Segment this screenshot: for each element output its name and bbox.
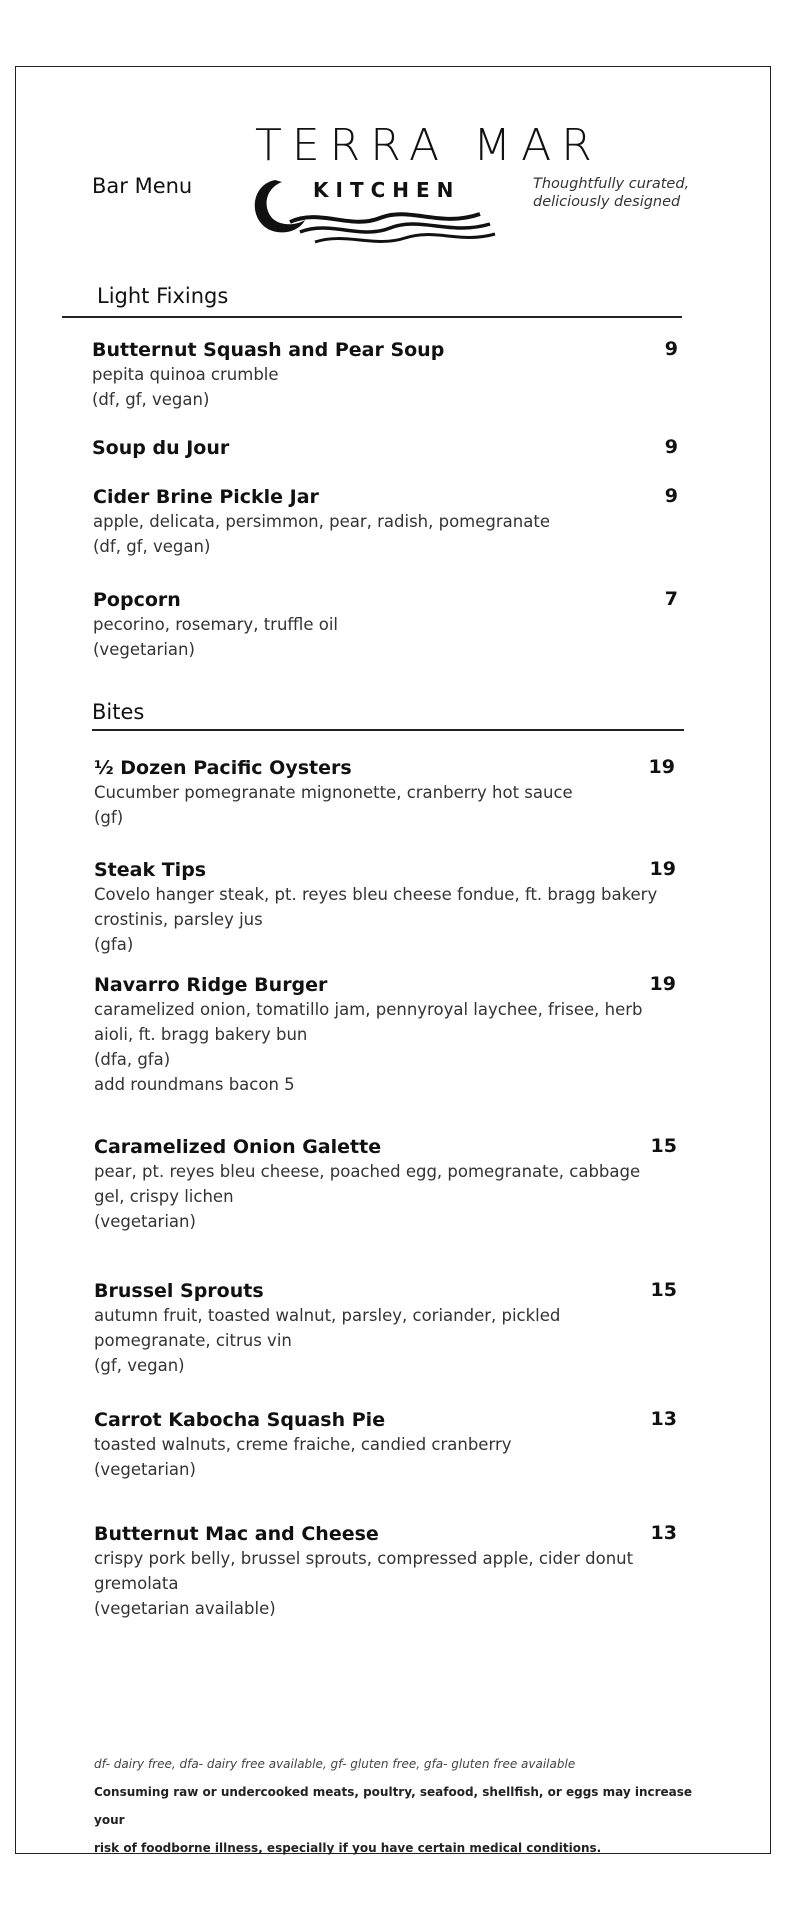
- menu-item: [93, 485, 693, 559]
- item-description: caramelized onion, tomatillo jam, pennyroyal laychee, frisee, herb: [94, 1000, 643, 1019]
- item-price: 15: [650, 1135, 677, 1157]
- item-name: Cider Brine Pickle Jar: [93, 486, 319, 508]
- section-title-light-fixings: Light Fixings: [97, 284, 229, 308]
- item-dietary: (gf, vegan): [94, 1356, 185, 1375]
- logo-subtitle: KITCHEN: [313, 178, 461, 202]
- menu-item: [92, 436, 692, 460]
- item-description: gremolata: [94, 1574, 179, 1593]
- warning-line: Consuming raw or undercooked meats, poultry, seafood, shellfish, or eggs may increase your: [94, 1785, 693, 1827]
- tagline-line: Thoughtfully curated,: [533, 176, 690, 192]
- item-dietary: (vegetarian): [94, 1212, 196, 1231]
- item-dietary: (vegetarian available): [94, 1599, 276, 1618]
- item-description: pomegranate, citrus vin: [94, 1331, 292, 1350]
- item-name: Soup du Jour: [92, 437, 230, 459]
- item-name: Navarro Ridge Burger: [94, 974, 328, 996]
- dietary-legend: df- dairy free, dfa- dairy free available, gf- gluten free, gfa- gluten free available: [94, 1757, 576, 1771]
- item-description: crostinis, parsley jus: [94, 910, 263, 929]
- section-title-bites: Bites: [92, 700, 145, 724]
- item-name: Brussel Sprouts: [94, 1280, 264, 1302]
- item-name: Butternut Mac and Cheese: [94, 1523, 379, 1545]
- item-price: 19: [649, 973, 676, 995]
- item-dietary: (gf): [94, 808, 124, 827]
- item-addon: add roundmans bacon 5: [94, 1075, 295, 1094]
- restaurant-logo: [240, 120, 602, 250]
- item-description: toasted walnuts, creme fraiche, candied cranberry: [94, 1435, 512, 1454]
- health-warning: [94, 1778, 694, 1862]
- item-description: autumn fruit, toasted walnut, parsley, coriander, pickled: [94, 1306, 561, 1325]
- item-price: 9: [664, 485, 678, 507]
- item-name: ½ Dozen Pacific Oysters: [94, 757, 352, 779]
- item-dietary: (vegetarian): [93, 640, 195, 659]
- menu-item: [94, 973, 694, 1097]
- tagline: [533, 175, 733, 211]
- item-name: Steak Tips: [94, 859, 207, 881]
- item-dietary: (vegetarian): [94, 1460, 196, 1479]
- logo-title: TERRA MAR: [255, 120, 602, 171]
- item-description: Cucumber pomegranate mignonette, cranberry hot sauce: [94, 783, 573, 802]
- item-dietary: (df, gf, vegan): [93, 537, 211, 556]
- menu-item: [94, 1135, 694, 1234]
- item-name: Carrot Kabocha Squash Pie: [94, 1409, 386, 1431]
- item-description: Covelo hanger steak, pt. reyes bleu cheese fondue, ft. bragg bakery: [94, 885, 658, 904]
- section-divider: [92, 729, 684, 731]
- item-description: pecorino, rosemary, truffle oil: [93, 615, 339, 634]
- item-price: 19: [649, 858, 676, 880]
- item-name: Caramelized Onion Galette: [94, 1136, 382, 1158]
- item-price: 19: [648, 756, 675, 778]
- menu-item: [94, 756, 694, 830]
- item-dietary: (dfa, gfa): [94, 1050, 171, 1069]
- wave-logo-icon: [240, 160, 510, 250]
- item-description: aioli, ft. bragg bakery bun: [94, 1025, 308, 1044]
- item-price: 9: [664, 338, 678, 360]
- menu-item: [92, 338, 692, 412]
- item-description: gel, crispy lichen: [94, 1187, 234, 1206]
- menu-item: [94, 858, 694, 957]
- item-price: 7: [664, 588, 678, 610]
- tagline-line: deliciously designed: [533, 194, 681, 210]
- item-description: pepita quinoa crumble: [92, 365, 279, 384]
- item-dietary: (df, gf, vegan): [92, 390, 210, 409]
- item-description: crispy pork belly, brussel sprouts, compressed apple, cider donut: [94, 1549, 634, 1568]
- item-price: 15: [650, 1279, 677, 1301]
- item-description: apple, delicata, persimmon, pear, radish, pomegranate: [93, 512, 550, 531]
- menu-item: [94, 1279, 694, 1378]
- menu-item: [94, 1522, 694, 1621]
- menu-label: Bar Menu: [92, 174, 193, 198]
- menu-item: [93, 588, 693, 662]
- item-price: 13: [650, 1408, 677, 1430]
- item-name: Butternut Squash and Pear Soup: [92, 339, 445, 361]
- item-description: pear, pt. reyes bleu cheese, poached egg, pomegranate, cabbage: [94, 1162, 641, 1181]
- item-price: 9: [664, 436, 678, 458]
- section-divider: [62, 316, 682, 318]
- warning-line: risk of foodborne illness, especially if you have certain medical conditions.: [94, 1841, 602, 1855]
- menu-item: [94, 1408, 694, 1482]
- item-dietary: (gfa): [94, 935, 134, 954]
- item-name: Popcorn: [93, 589, 181, 611]
- item-price: 13: [650, 1522, 677, 1544]
